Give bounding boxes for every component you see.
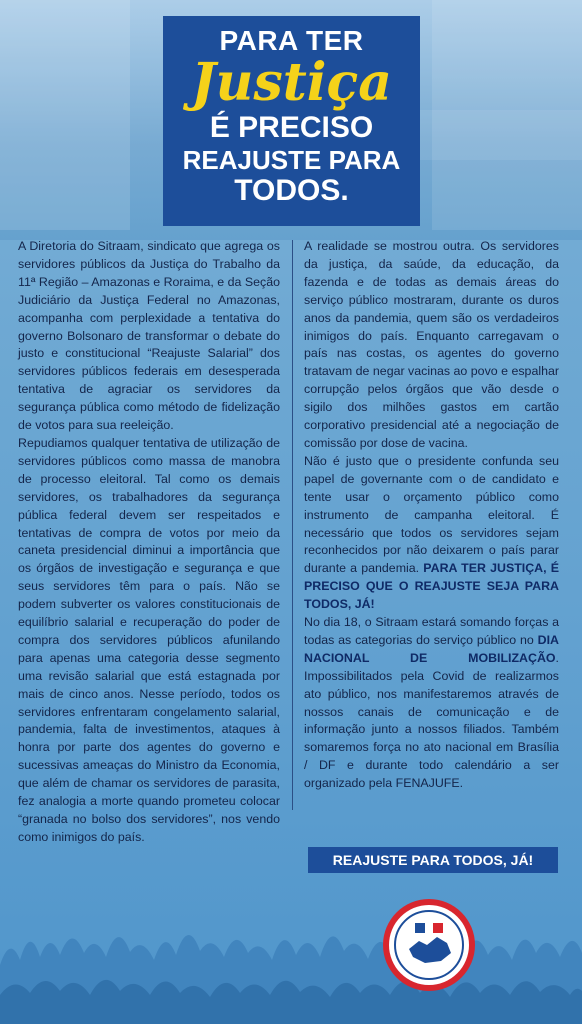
headline-line: É PRECISO — [209, 111, 374, 144]
paragraph: Repudiamos qualquer tentativa de utilização de servidores públicos como massa de manobra de processo eleitoral. Tal como os demais servidores, os trabalhadores da segurança pública federal devem ser respeitados e tentativas de compra de votos por meio da caneta presidencial diminui a importância que os órgãos de investigação e segurança e que seus servidores têm para o país. Não se podem subverter os valores constitucionais de equilíbrio salarial e recuperação do poder de compra dos servidores públicos afunilando para apenas uma categoria desse segmento uma revisão salarial que está estagnada por mais de cinco anos. Nesse período, todos os servidores enfrentaram congelamento salarial, pandemia, falta de investimentos, ataques à honra por parte dos agentes do governo e sucessivas ameaças do Ministro da Economia, que além de chamar os servidores de parasita, fez analogia a morte quando prometeu colocar “granada no bolso dos servidores”, nos vendo como inimigos do país. — [18, 435, 280, 844]
paragraph-text: Não é justo que o presidente confunda seu papel de governante com o de candidato e tente usar o orçamento público como instrumento de campanha eleitoral. É necessário que todos os servidores sejam reconhecidos por não deixarem o país parar durante a pandemia. — [304, 453, 559, 576]
paragraph-text: . Impossibilitados pela Covid de realizarmos ato público, nos manifestaremos através de nossos canais de comunicação e de informação junto a nossos filiados. Também somaremos força no ato nacional em Brasília / DF e durante todo calendário a ser organizado pela FENAJUFE. — [304, 650, 559, 791]
paragraph-text: No dia 18, o Sitraam estará somando forças a todas as categorias do serviço público no — [304, 615, 559, 647]
background-window — [0, 0, 130, 230]
raised-fists-crowd — [0, 905, 582, 1024]
headline-justica: Justiça — [191, 52, 392, 113]
headline-line: REAJUSTE PARA — [182, 145, 401, 175]
background-bench — [400, 110, 582, 160]
emphasis-text: PARA TER JUSTIÇA, É PRECISO QUE O REAJUSTE SEJA PARA TODOS, JÁ! — [304, 561, 559, 612]
column-divider — [292, 240, 293, 810]
emphasis-text: DIA NACIONAL DE MOBILIZAÇÃO — [304, 632, 559, 665]
right-column — [304, 238, 559, 793]
headline-line: TODOS. — [234, 174, 349, 207]
headline-line: PARA TER — [219, 25, 364, 56]
paragraph — [304, 614, 559, 793]
logo-label: SITRAAMRR — [411, 966, 447, 972]
left-column — [18, 238, 280, 847]
slogan-banner: REAJUSTE PARA TODOS, JÁ! — [308, 847, 558, 873]
headline-box — [163, 16, 420, 226]
paragraph: A realidade se mostrou outra. Os servidores da justiça, da saúde, da educação, da fazenda e de todas as demais áreas do serviço público mostraram, durante os duros anos da pandemia, quem são os verdadeiros inimigos do país. Enquanto carregavam o país nas costas, os agentes do governo tratavam de negar vacinas ao povo e espalhar corrupção pelos órgãos que vão desde o sigilo dos milhões gastos em cartão corporativo presidencial até a negociação de comissão por dose de vacina. — [304, 239, 559, 450]
paragraph: A Diretoria do Sitraam, sindicato que agrega os servidores públicos da Justiça do Trabalho da 11ª Região – Amazonas e Roraima, e da Seção Judiciário da Justiça Federal no Amazonas, acompanha com perplexidade a tentativa do governo Bolsonaro de transformar o debate do justo e constitucional “Reajuste Salarial” dos servidores públicos federais em desesperada tentativa de agraciar os servidores da segurança pública como método de fidelização de votos para sua reeleição. — [18, 239, 280, 433]
sitraam-logo — [381, 897, 477, 993]
paragraph — [304, 453, 559, 614]
